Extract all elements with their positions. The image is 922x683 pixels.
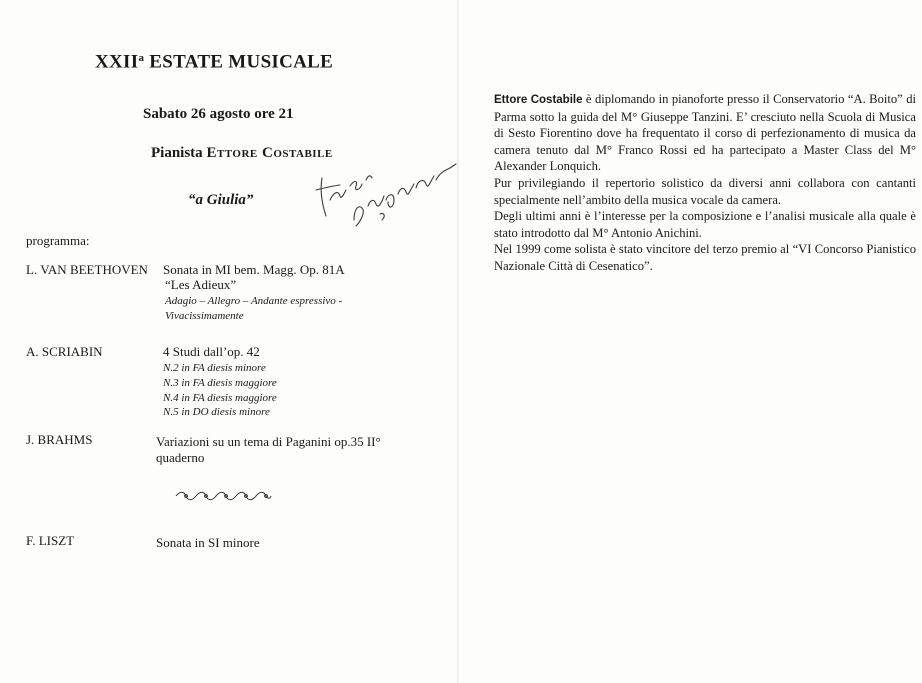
handwritten-signature <box>310 150 460 240</box>
work-beethoven-line2: “Les Adieux” <box>165 277 237 292</box>
page-fold <box>457 0 459 683</box>
composer-brahms: J. BRAHMS <box>26 432 93 447</box>
work-beethoven-line1: Sonata in MI bem. Magg. Op. 81A <box>163 262 345 277</box>
dedication: “a Giulia” <box>188 192 254 208</box>
concert-title <box>95 51 333 73</box>
performer-line <box>151 145 333 162</box>
work-liszt: Sonata in SI minore <box>156 535 260 550</box>
title-superscript: a <box>138 52 145 64</box>
bio-text-1: è diplomando in pianoforte presso il Conservatorio “A. Boito” di Parma sotto la guida del M° Giuseppe Tanzini. E’ cresciuto nella Scuola di Musica di Sesto Fiorentino dove ha frequentato il corso di perfezionamento di musica da camera tenuto dal M° Franco Rossi ed ha partecipato a Master Class del M° Alexander Lonquich. <box>494 92 916 174</box>
biography-text <box>494 91 916 275</box>
work-brahms-line2: quaderno <box>156 450 205 465</box>
ornament-divider <box>174 490 272 502</box>
movement-beethoven-line1: Adagio – Allegro – Andante espressivo - <box>165 295 343 307</box>
bio-paragraph-1 <box>494 91 916 175</box>
concert-date: Sabato 26 agosto ore 21 <box>143 106 294 122</box>
work-brahms-line1: Variazioni su un tema di Paganini op.35 II° <box>156 434 381 449</box>
movement-beethoven-line2: Vivacissimamente <box>165 310 244 322</box>
bio-paragraph-4: Nel 1999 come solista è stato vincitore del terzo premio al “VI Concorso Pianistico Nazionale Città di Cesenatico”. <box>494 242 916 273</box>
bio-paragraph-3: Degli ultimi anni è l’interesse per la composizione e l’analisi musicale alla quale è stato introdotto dal M° Antonio Anichini. <box>494 209 916 240</box>
performer-label: Pianista <box>151 145 207 161</box>
programma-label: programma: <box>26 233 90 248</box>
movement-scriabin-2: N.3 in FA diesis maggiore <box>163 377 277 389</box>
bio-name: Ettore Costabile <box>494 94 583 106</box>
movement-scriabin-4: N.5 in DO diesis minore <box>163 406 270 418</box>
program-page-left <box>0 0 457 683</box>
performer-name: Ettore Costabile <box>206 145 333 161</box>
movement-scriabin-3: N.4 in FA diesis maggiore <box>163 392 277 404</box>
work-scriabin: 4 Studi dall’op. 42 <box>163 344 260 359</box>
composer-liszt: F. LISZT <box>26 533 75 548</box>
bio-paragraph-2: Pur privilegiando il repertorio solistico da diversi anni collabora con cantanti specialmente nell’ambito della musica vocale da camera. <box>494 175 916 207</box>
composer-beethoven: L. VAN BEETHOVEN <box>26 262 148 277</box>
title-numeral: XXII <box>95 51 139 73</box>
title-text: ESTATE MUSICALE <box>144 51 334 73</box>
movement-scriabin-1: N.2 in FA diesis minore <box>163 362 266 374</box>
composer-scriabin: A. SCRIABIN <box>26 344 103 359</box>
